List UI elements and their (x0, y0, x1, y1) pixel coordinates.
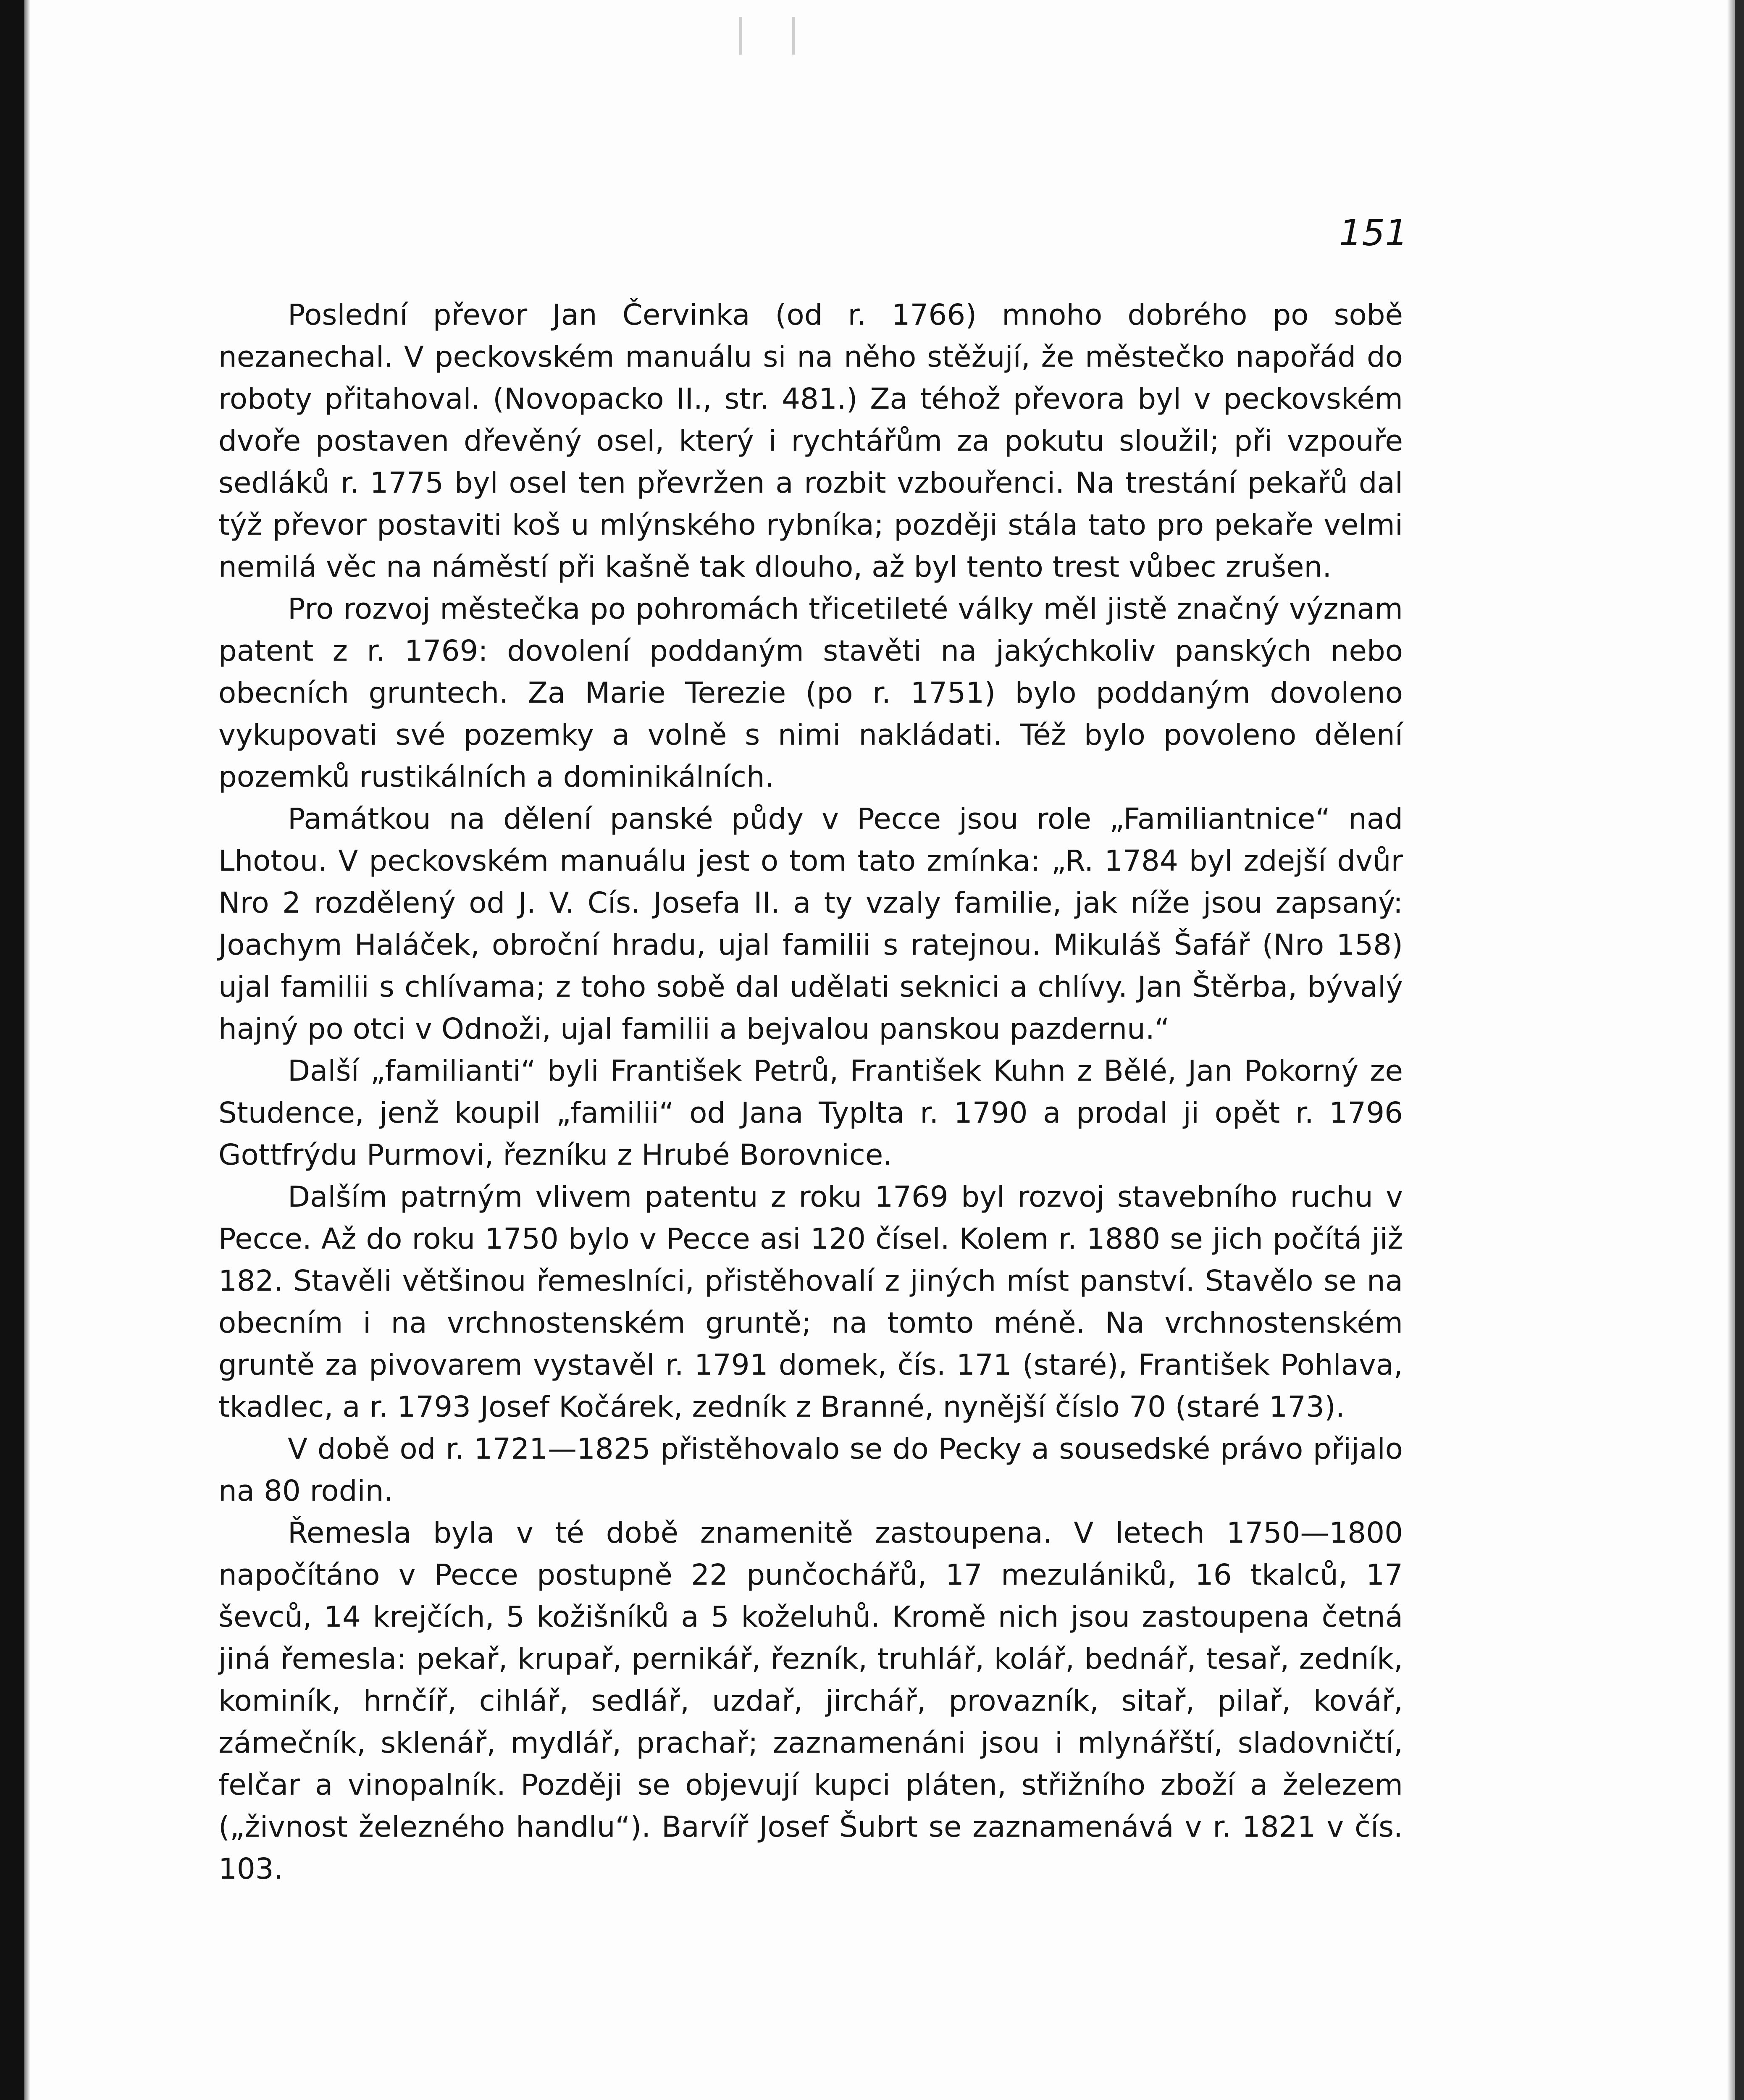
paragraph-3: Památkou na dělení panské půdy v Pecce jsou role „Familiantnice“ nad Lhotou. V peckovském manuálu jest o tom tato zmínka: „R. 1784 byl zdejší dvůr Nro 2 rozdělený od J. V. Cís. Josefa II. a ty vzaly familie, jak níže jsou zapsaný: Joachym Haláček, obroční hradu, ujal familii s ratejnou. Mikuláš Šafář (Nro 158) ujal familii s chlívama; z toho sobě dal udělati seknici a chlívy. Jan Štěrba, bývalý hajný po otci v Odnoži, ujal familii a bejvalou panskou pazdernu.“ (218, 802, 1403, 1046)
scan-edge-right (1735, 0, 1744, 2100)
paragraph-4: Další „familianti“ byli František Petrů, František Kuhn z Bělé, Jan Pokorný ze Studence, jenž koupil „familii“ od Jana Typlta r. 1790 a prodal ji opět r. 1796 Gottfrýdu Purmovi, řezníku z Hrubé Borovnice. (218, 1054, 1403, 1172)
body-text (218, 294, 1403, 1890)
paragraph-5: Dalším patrným vlivem patentu z roku 1769 byl rozvoj stavebního ruchu v Pecce. Až do roku 1750 bylo v Pecce asi 120 čísel. Kolem r. 1880 se jich počítá již 182. Stavěli většinou řemeslníci, přistěhovalí z jiných míst panství. Stavělo se na obecním i na vrchnostenském gruntě; na tomto méně. Na vrchnostenském gruntě za pivovarem vystavěl r. 1791 domek, čís. 171 (staré), František Pohlava, tkadlec, a r. 1793 Josef Kočárek, zedník z Branné, nynější číslo 70 (staré 173). (218, 1180, 1403, 1424)
paragraph-6: V době od r. 1721—1825 přistěhovalo se do Pecky a sousedské právo přijalo na 80 rodin. (218, 1432, 1403, 1508)
binding-mark (739, 17, 795, 55)
paragraph-2: Pro rozvoj městečka po pohromách třicetileté války měl jistě značný význam patent z r. 1769: dovolení poddaným stavěti na jakýchkoliv panských nebo obecních gruntech. Za Marie Terezie (po r. 1751) bylo poddaným dovoleno vykupovati své pozemky a volně s nimi nakládati. Též bylo povoleno dělení pozemků rustikálních a dominikálních. (218, 592, 1403, 794)
page-number: 151 (1339, 212, 1408, 254)
scan-edge-right-shadow (1727, 0, 1735, 2100)
scan-edge-left (0, 0, 24, 2100)
scan-edge-left-shadow (24, 0, 30, 2100)
paragraph-1: Poslední převor Jan Červinka (od r. 1766) mnoho dobrého po sobě nezanechal. V peckovském manuálu si na něho stěžují, že městečko napořád do roboty přitahoval. (Novopacko II., str. 481.) Za téhož převora byl v peckovském dvoře postaven dřevěný osel, který i rychtářům za pokutu sloužil; při vzpouře sedláků r. 1775 byl osel ten převržen a rozbit vzbouřenci. Na trestání pekařů dal týž převor postaviti koš u mlýnského rybníka; později stála tato pro pekaře velmi nemilá věc na náměstí při kašně tak dlouho, až byl tento trest vůbec zrušen. (218, 298, 1403, 584)
paragraph-7: Řemesla byla v té době znamenitě zastoupena. V letech 1750—1800 napočítáno v Pecce postupně 22 punčochářů, 17 mezulániků, 16 tkalců, 17 ševců, 14 krejčích, 5 kožišníků a 5 koželuhů. Kromě nich jsou zastoupena četná jiná řemesla: pekař, krupař, pernikář, řezník, truhlář, kolář, bednář, tesař, zedník, kominík, hrnčíř, cihlář, sedlář, uzdař, jirchář, provazník, sitař, pilař, kovář, zámečník, sklenář, mydlář, prachař; zaznamenáni jsou i mlynářští, sladovničtí, felčar a vinopalník. Později se objevují kupci pláten, střižního zboží a železem („živnost železného handlu“). Barvíř Josef Šubrt se zaznamenává v r. 1821 v čís. 103. (218, 1516, 1403, 1886)
